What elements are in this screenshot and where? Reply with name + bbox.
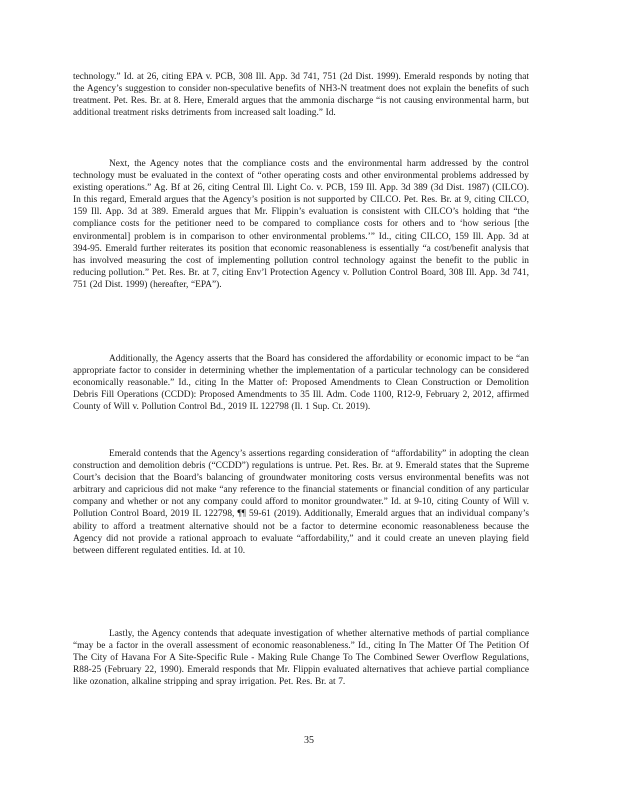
body-text-block (73, 448, 529, 557)
body-text-block (73, 353, 529, 413)
paragraph-5: Lastly, the Agency contends that adequate investigation of whether alternative methods of partial compliance “may be a factor in the overall assessment of economic reasonableness.” Id., citing In The Matter Of The Petition Of The City of Havana For A Site-Specific Rule - Making Rule Change To The Combined Sewer Overflow Regulations, R88-25 (February 22, 1990). Emerald responds that Mr. Flippin evaluated alternatives that achieve partial compliance like ozonation, alkaline stripping and spray irrigation. Pet. Res. Br. at 7. (73, 629, 529, 688)
body-text-block (73, 628, 529, 688)
paragraph-4: Emerald contends that the Agency’s assertions regarding consideration of “affordability” in adopting the clean construction and demolition debris (“CCDD”) regulations is untrue. Pet. Res. Br. at 9. Emerald states that the Supreme Court’s decision that the Board’s balancing of groundwater monitoring costs versus environmental benefits was not arbitrary and capricious did not make “any reference to the financial statements or financial condition of any particular company and whether or not any company could afford to monitor groundwater.” Id. at 9-10, citing County of Will v. Pollution Control Board, 2019 IL 122798, ¶¶ 59-61 (2019). Additionally, Emerald argues that an individual company’s ability to afford a treatment alternative should not be a factor to determine economic reasonableness because the Agency did not provide a rational approach to evaluate “affordability,” and it could create an uneven playing field between different regulated entities. Id. at 10. (73, 449, 529, 556)
body-text-block (73, 158, 529, 291)
paragraph-3: Additionally, the Agency asserts that the Board has considered the affordability or economic impact to be “an appropriate factor to consider in determining whether the implementation of a particular technology can be considered economically reasonable.” Id., citing In the Matter of: Proposed Amendments to Clean Construction or Demolition Debris Fill Operations (CCDD): Proposed Amendments to 35 Ill. Adm. Code 1100, R12-9, February 2, 2012, affirmed County of Will v. Pollution Control Bd., 2019 IL 122798 (Il. 1 Sup. Ct. 2019). (73, 354, 529, 413)
paragraph-1: technology.” Id. at 26, citing EPA v. PCB, 308 Ill. App. 3d 741, 751 (2d Dist. 1999). Emerald responds by noting that the Agency’s suggestion to consider non-speculative benefits of NH3-N treatment does not explain the benefits of such treatment. Pet. Res. Br. at 8. Here, Emerald argues that the ammonia discharge “is not causing environmental harm, but additional treatment risks detriments from increased salt loading.” Id. (73, 72, 529, 119)
body-text-block (73, 71, 529, 119)
page-number: 35 (304, 735, 314, 746)
paragraph-2: Next, the Agency notes that the compliance costs and the environmental harm addressed by the control technology must be evaluated in the context of “other operating costs and other environmental problems addressed by existing operations.” Ag. Bf at 26, citing Central Ill. Light Co. v. PCB, 159 Ill. App. 3d 389 (3d Dist. 1987) (CILCO). In this regard, Emerald argues that the Agency’s position is not supported by CILCO. Pet. Res. Br. at 9, citing CILCO, 159 Ill. App. 3d at 389. Emerald argues that Mr. Flippin’s evaluation is consistent with CILCO’s holding that “the compliance costs for the petitioner need to be compared to compliance costs for others and to ‘how serious [the environmental] problem is in comparison to other environmental problems.’” Id., citing CILCO, 159 Ill. App. 3d at 394-95. Emerald further reiterates its position that economic reasonableness is essentially “a cost/benefit analysis that has involved measuring the cost of implementing pollution control technology against the benefit to the public in reducing pollution.” Pet. Res. Br. at 7, citing Env’l Protection Agency v. Pollution Control Board, 308 Ill. App. 3d 741, 751 (2d Dist. 1999) (hereafter, “EPA”). (73, 159, 529, 290)
